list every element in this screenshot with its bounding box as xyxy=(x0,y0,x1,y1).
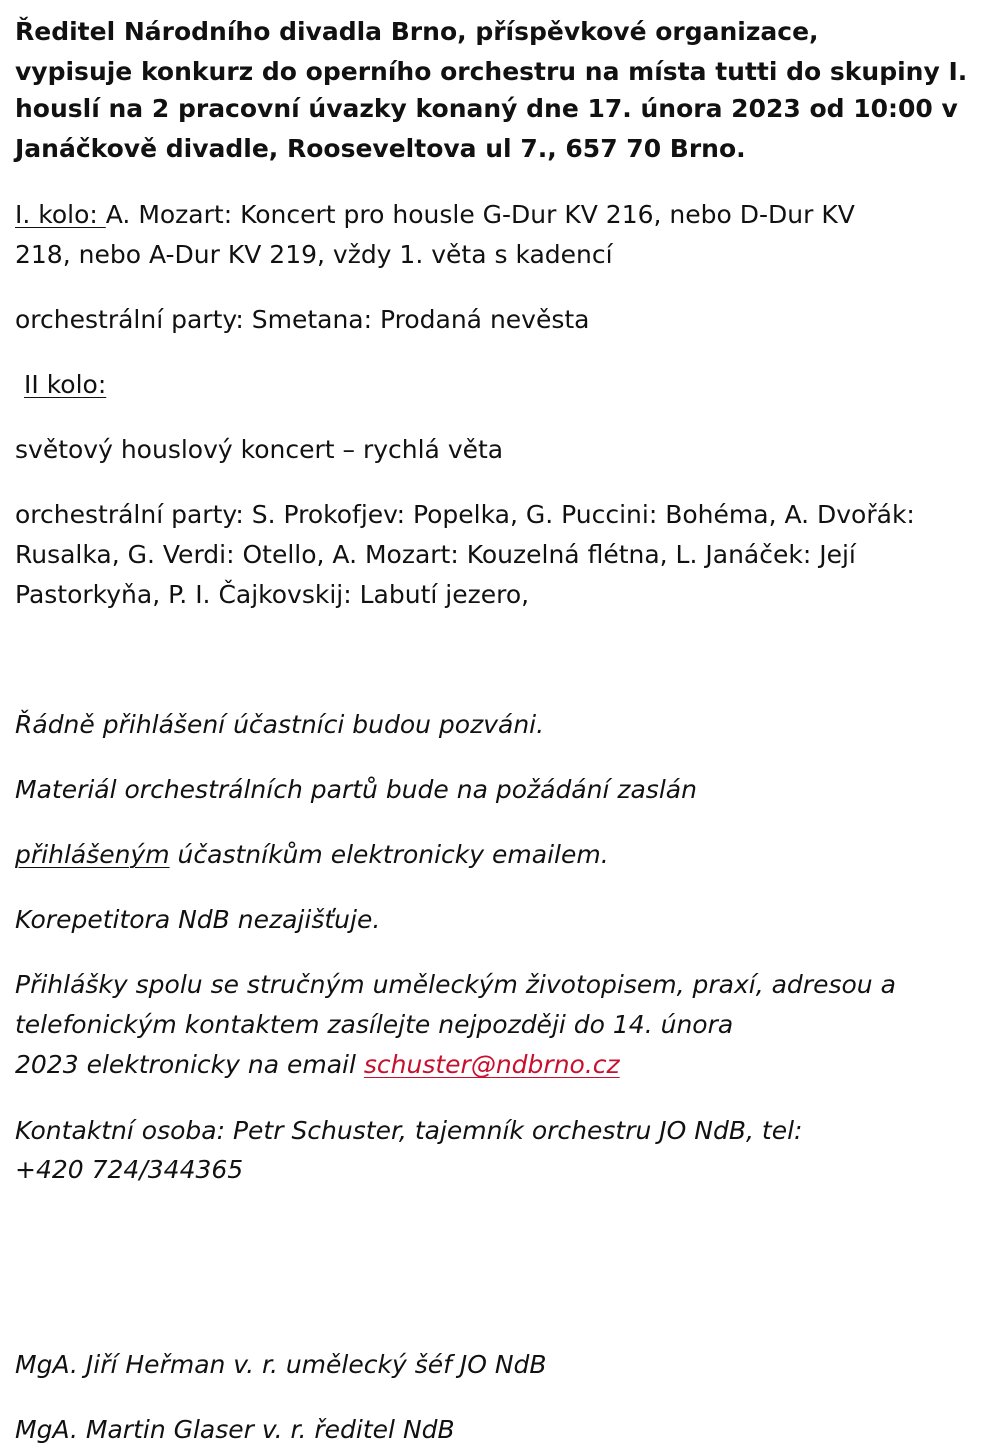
note-applications-1: Přihlášky spolu se stručným uměleckým životopisem, praxí, adresou a xyxy=(15,970,896,999)
round2-label-text: II kolo: xyxy=(24,370,107,399)
contact-line-1: Kontaktní osoba: Petr Schuster, tajemník orchestru JO NdB, tel: xyxy=(15,1116,803,1145)
header-line-1: Ředitel Národního divadla Brno, příspěvkové organizace, xyxy=(15,17,819,46)
note-material-2 xyxy=(15,835,609,875)
email-link[interactable]: schuster@ndbrno.cz xyxy=(363,1050,620,1079)
signature-artistic-director: MgA. Jiří Heřman v. r. umělecký šéf JO NdB xyxy=(15,1350,547,1379)
round1-label: I. kolo: xyxy=(15,200,106,229)
round2-orchestral-2: Rusalka, G. Verdi: Otello, A. Mozart: Kouzelná flétna, L. Janáček: Její xyxy=(15,540,856,569)
header-line-3: houslí na 2 pracovní úvazky konaný dne 17. února 2023 od 10:00 v xyxy=(15,94,958,123)
note-material-2-underlined: přihlášeným xyxy=(15,840,170,869)
note-material-1: Materiál orchestrálních partů bude na požádání zaslán xyxy=(15,775,697,804)
round1-line-1 xyxy=(15,195,855,235)
round2-orchestral-3: Pastorkyňa, P. I. Čajkovskij: Labutí jezero, xyxy=(15,580,530,609)
note-applications-2: telefonickým kontaktem zasílejte nejpozději do 14. února xyxy=(15,1010,734,1039)
contact-line-2: +420 724/344365 xyxy=(15,1155,244,1184)
note-invited: Řádně přihlášení účastníci budou pozváni. xyxy=(15,710,545,739)
header-line-2: vypisuje konkurz do operního orchestru na místa tutti do skupiny I. xyxy=(15,57,968,86)
round1-text-1: A. Mozart: Koncert pro housle G-Dur KV 216, nebo D-Dur KV xyxy=(105,200,855,229)
header-line-4: Janáčkově divadle, Rooseveltova ul 7., 657 70 Brno. xyxy=(15,134,746,163)
round1-orchestral: orchestrální party: Smetana: Prodaná nevěsta xyxy=(15,305,590,334)
round2-concerto: světový houslový koncert – rychlá věta xyxy=(15,435,504,464)
note-material-2-rest: účastníkům elektronicky emailem. xyxy=(169,840,609,869)
note-applications-3-prefix: 2023 elektronicky na email xyxy=(15,1050,364,1079)
round2-label xyxy=(24,365,106,405)
signature-director: MgA. Martin Glaser v. r. ředitel NdB xyxy=(15,1415,455,1444)
round1-line-2: 218, nebo A-Dur KV 219, vždy 1. věta s kadencí xyxy=(15,240,613,269)
round2-orchestral-1: orchestrální party: S. Prokofjev: Popelka, G. Puccini: Bohéma, A. Dvořák: xyxy=(15,500,915,529)
note-applications-3 xyxy=(15,1045,620,1085)
note-accompanist: Korepetitora NdB nezajišťuje. xyxy=(15,905,381,934)
